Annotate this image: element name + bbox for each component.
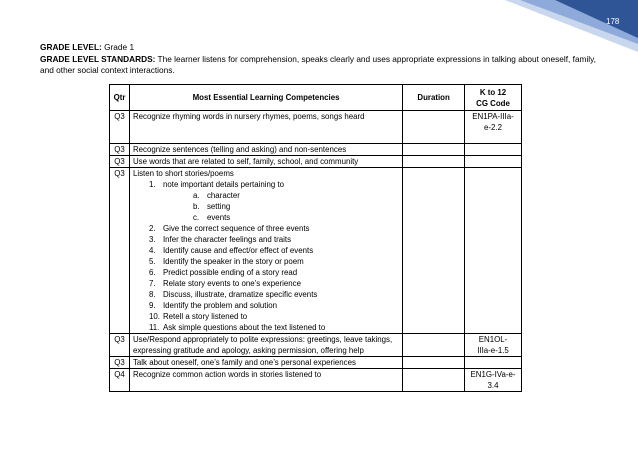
cell-cg-code <box>465 144 522 156</box>
standards-value: The learner listens for comprehension, speaks clearly and uses appropriate expressions in talking about oneself, family, and other social context interactions. <box>40 53 596 75</box>
cell-duration <box>403 369 465 392</box>
cell-duration <box>403 168 465 334</box>
cell-competency: Recognize sentences (telling and asking) and non-sentences <box>129 144 402 156</box>
list-item: 11. Ask simple questions about the text listened to <box>148 323 326 332</box>
table-row <box>110 156 522 168</box>
cell-duration <box>403 334 465 357</box>
cell-competency <box>129 168 402 334</box>
cell-duration <box>403 357 465 369</box>
list-item: c. events <box>192 213 231 222</box>
cell-cg-code: EN1PA-IIIa-e-2.2 <box>465 111 522 144</box>
standards-label: GRADE LEVEL STANDARDS: <box>40 53 156 64</box>
header-duration: Duration <box>403 85 465 111</box>
grade-level-value: Grade 1 <box>101 42 135 52</box>
list-item: 5. Identify the speaker in the story or poem <box>148 257 304 266</box>
cell-duration <box>403 144 465 156</box>
cell-duration <box>403 111 465 144</box>
cell-cg-code <box>465 168 522 334</box>
cell-duration <box>403 156 465 168</box>
list-item: 1. note important details pertaining to a. character b. setting c. events <box>149 179 399 223</box>
cell-cg-code <box>465 156 522 168</box>
list-item: a. character <box>192 191 240 200</box>
cell-cg-code: EN1G-IVa-e-3.4 <box>465 369 522 392</box>
table-row <box>110 369 522 392</box>
table-row <box>110 357 522 369</box>
list-item: 3. Infer the character feelings and traits <box>148 235 292 244</box>
list-item: 2. Give the correct sequence of three events <box>148 224 310 233</box>
list-item: 7. Relate story events to one’s experience <box>148 279 301 288</box>
cell-qtr: Q3 <box>110 357 130 369</box>
competency-title: Listen to short stories/poems <box>132 169 234 178</box>
header-qtr: Qtr <box>110 85 130 111</box>
document-header <box>40 42 600 77</box>
cell-competency: Use/Respond appropriately to polite expressions: greetings, leave takings, expressing gratitude and apology, asking permission, offering help <box>129 334 402 357</box>
competency-list <box>133 179 399 333</box>
grade-level-label: GRADE LEVEL: <box>40 42 102 52</box>
list-item: 9. Identify the problem and solution <box>148 301 278 310</box>
cell-cg-code: EN1OL-IIIa-e-1.5 <box>465 334 522 357</box>
header-cg-code: K to 12 CG Code <box>465 85 522 111</box>
page-number: 178 <box>606 17 620 26</box>
list-item: 10. Retell a story listened to <box>148 312 248 321</box>
grade-level-line <box>40 42 600 54</box>
table-row <box>110 168 522 334</box>
list-item: 6. Predict possible ending of a story read <box>148 268 298 277</box>
header-competency: Most Essential Learning Competencies <box>129 85 402 111</box>
table-row <box>110 111 522 144</box>
table-header-row <box>110 85 522 111</box>
sub-list <box>163 190 399 223</box>
competencies-table <box>109 84 522 392</box>
cell-qtr: Q3 <box>110 156 130 168</box>
grade-level-standards <box>40 54 600 77</box>
list-item: 4. Identify cause and effect/or effect of events <box>148 246 314 255</box>
table-row <box>110 144 522 156</box>
cell-qtr: Q3 <box>110 144 130 156</box>
cell-qtr: Q3 <box>110 111 130 144</box>
cell-qtr: Q3 <box>110 168 130 334</box>
list-item: b. setting <box>192 202 231 211</box>
cell-competency: Talk about oneself, one’s family and one’s personal experiences <box>129 357 402 369</box>
cell-competency: Recognize common action words in stories listened to <box>129 369 402 392</box>
cell-qtr: Q3 <box>110 334 130 357</box>
list-item: 8. Discuss, illustrate, dramatize specific events <box>148 290 318 299</box>
cell-qtr: Q4 <box>110 369 130 392</box>
cell-cg-code <box>465 357 522 369</box>
cell-competency: Use words that are related to self, family, school, and community <box>129 156 402 168</box>
cell-competency: Recognize rhyming words in nursery rhymes, poems, songs heard <box>129 111 402 144</box>
table-row <box>110 334 522 357</box>
